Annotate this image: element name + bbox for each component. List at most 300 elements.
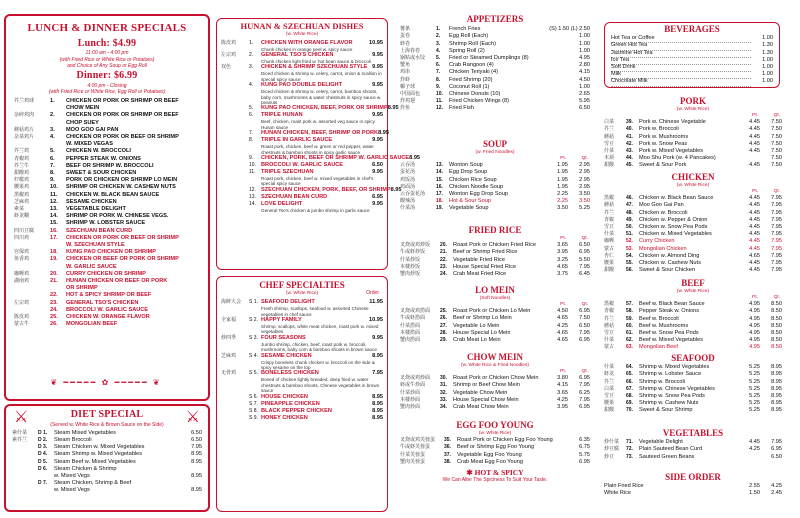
item-chinese: 蟹肉炒饭 [400, 270, 421, 277]
item-price: 8.95 [387, 105, 399, 112]
item-number: 3. [50, 126, 55, 133]
list-item [604, 267, 782, 274]
pork-section [604, 96, 782, 170]
item-chinese: 中国面包 [400, 90, 421, 97]
beef-section [604, 278, 782, 352]
item-row [221, 169, 383, 176]
item-name: Beef w. Broccoli [639, 315, 679, 322]
item-chinese: 甜酸 [604, 407, 615, 414]
item-number: 34. [440, 403, 447, 410]
item-name: Pepper Steak w. Onions [639, 308, 700, 315]
item-name: Shrimp w. Mixed Vegetables [639, 364, 710, 371]
item-price-large: 7.95 [579, 329, 590, 336]
item-name: Vegetable Soup [449, 205, 489, 212]
item-name: HAPPY FAMILY [261, 317, 302, 324]
item-price-large: 4.25 [771, 483, 782, 490]
item-number: 2. [249, 52, 254, 59]
item-chinese: 腰果 [604, 400, 615, 407]
item-row [221, 162, 383, 169]
item-name: Wonton Egg Drop Soup [449, 190, 508, 197]
item-name: FOUR SEASONS [261, 334, 306, 341]
item-chinese [14, 220, 50, 227]
item-chinese: 海鲜大会 [221, 299, 242, 306]
dinner-hours: 4:00 pm - Closing [87, 82, 127, 89]
item-price-small: 3.50 [557, 205, 568, 212]
item-chinese [221, 112, 249, 119]
item-price-small: 4.65 [557, 329, 568, 336]
list-item [14, 192, 202, 199]
item-name: Chinese Donuts (10) [449, 90, 501, 97]
eggfoo-title: EGG FOO YOUNG (w. White Rice) [456, 420, 534, 437]
item-row [221, 186, 402, 194]
item-chinese: 青椒鸡 [14, 155, 30, 162]
list-item [400, 452, 590, 459]
item-number: 8. [436, 76, 441, 83]
item-row [221, 194, 383, 201]
list-item [221, 201, 383, 213]
item-name: Chicken w. Broccoli [639, 209, 688, 216]
item-name: Chicken w. Pepper & Onion [639, 216, 708, 223]
item-number: 56. [626, 267, 633, 274]
list-item [12, 444, 202, 451]
lomein-section [400, 285, 590, 344]
item-number: 27. [440, 322, 447, 329]
item-chinese: 牛或虾捞面 [400, 315, 426, 322]
item-chinese: 什菜炒饭 [400, 256, 421, 263]
item-chinese: 芥兰 [604, 315, 615, 322]
list-item [221, 335, 383, 353]
list-item [400, 264, 590, 271]
pt-label: Pt. [560, 302, 566, 308]
item-price-small: 1.50 [749, 490, 760, 497]
item-name: Curry Chicken [639, 238, 675, 245]
item-name: Vegetable Chow Mein [453, 389, 508, 396]
item-name: Egg Drop Soup [449, 169, 488, 176]
list-item [400, 48, 590, 55]
item-description: Roast pork, chicken, beef w. mixed vegetables in chef's special spicy sauce [261, 176, 374, 187]
item-name: Shrimp w. Lobster Sauce [639, 371, 702, 378]
list-item [221, 194, 383, 201]
item-price-large: 6.95 [771, 446, 782, 453]
item-chinese [14, 264, 50, 271]
item-name: CHICKEN OR PORK OR BEEF OR SHRIMP [66, 134, 179, 141]
item-number: 19. [50, 256, 58, 263]
item-name: SZECHUAN BEAN CURD [261, 193, 328, 200]
item-chinese: 叉烧或鸡芙蓉蛋 [400, 437, 436, 444]
appetizers-title: APPETIZERS [466, 14, 524, 24]
pt-label: Pt. [752, 189, 758, 195]
item-price: 6.75 [579, 444, 590, 451]
item-price: 1.00 [579, 83, 590, 90]
item-price-small: 4.45 [749, 245, 760, 252]
item-name: Vegetable Egg Foo Young [457, 451, 522, 458]
item-price: 8.95 [372, 393, 383, 400]
list-item [400, 257, 590, 264]
item-price-small: 2.25 [557, 190, 568, 197]
item-description: General Tso's chicken & jumbo shrimp in garlic sauce [261, 207, 370, 213]
list-item [604, 202, 782, 209]
item-price: 1.00 [762, 35, 773, 42]
item-description: Boned of chicken lightly breaded, deep fried w. water chestnuts & bamboo shoots, Chinese vegetables in brown sauce [261, 377, 380, 394]
list-item [221, 299, 383, 317]
item-name: CHICKEN W. BLACK BEAN SAUCE [66, 191, 160, 198]
item-number: 14. [50, 213, 58, 220]
list-item [221, 370, 383, 393]
list-item [12, 473, 202, 480]
list-item [604, 454, 782, 461]
item-name: Steam Mixed Vegetables [54, 429, 116, 436]
item-row [221, 105, 399, 112]
item-name: CHICKEN & SHRIMP SZECHUAN STYLE [261, 64, 368, 71]
item-name: W. GARLIC SAUCE [66, 263, 117, 270]
item-name: KUNG PAO CHICKEN OR SHRIMP [66, 249, 157, 256]
item-price-small: 4.45 [749, 216, 760, 223]
diet-special-box [4, 404, 210, 512]
list-item [400, 337, 590, 344]
item-number: 4. [249, 82, 254, 89]
item-number: D 3. [38, 444, 48, 451]
list-item [604, 344, 782, 351]
item-price-large: 8.95 [771, 378, 782, 385]
list-item [14, 105, 202, 112]
item-price-small: 5.25 [749, 407, 760, 414]
item-chinese: 虾或牛炒面 [400, 382, 426, 389]
seafood-title: SEAFOOD [671, 353, 715, 363]
item-name: SZECHUAN CHICKEN, PORK, BEEF, OR SHRIMP [261, 186, 391, 193]
item-price-large: 7.95 [771, 259, 782, 266]
item-chinese: 芥兰鸡球 [14, 98, 35, 104]
item-number: 54. [626, 252, 633, 259]
item-number: 71. [626, 439, 633, 446]
list-item [14, 321, 202, 328]
item-price-large: 6.95 [579, 375, 590, 382]
item-name: MOO GOO GAI PAN [66, 126, 119, 133]
item-name: Green Hot Tea [611, 42, 751, 50]
item-price-small: 3.65 [557, 242, 568, 249]
chowmein-list [400, 369, 590, 411]
item-price: 9.95 [372, 200, 383, 207]
item-name: W. SZECHUAN STYLE [66, 242, 125, 249]
item-price-small: 5.25 [749, 400, 760, 407]
item-chinese [221, 155, 249, 162]
item-chinese: 无骨鸡 [221, 370, 237, 377]
item-chinese: 鱼香鸡 [14, 256, 30, 263]
hot-spicy-title: ✱ HOT & SPICY [466, 467, 524, 477]
item-number: 25. [50, 314, 58, 321]
list-item [611, 35, 773, 42]
item-name: VEGETABLE DELIGHT [66, 206, 126, 213]
item-price-large: 8.95 [771, 385, 782, 392]
list-item [14, 213, 202, 220]
item-number: 12. [249, 186, 256, 193]
list-item [400, 330, 590, 337]
item-chinese: 虾龙糊 [14, 213, 30, 220]
item-chinese: 青椒 [604, 216, 615, 223]
item-number: 45. [626, 162, 633, 169]
item-price-small: 4.45 [749, 209, 760, 216]
item-chinese: 虾卷 [400, 40, 411, 47]
item-price-small: 3.65 [557, 389, 568, 396]
list-item [400, 198, 590, 205]
item-name: Steam Beef w. Mixed Vegetables [54, 458, 136, 465]
item-price-large: 7.50 [771, 162, 782, 169]
item-price: 6.95 [372, 193, 383, 200]
item-name: Vegetable Fried Rice [453, 256, 505, 263]
item-name: TRIPLE HUNAN [261, 112, 303, 119]
item-price-large: 7.50 [771, 140, 782, 147]
item-price: 1.00 [579, 40, 590, 47]
item-chinese: 芥兰 [604, 126, 615, 133]
lunch-note-1: (with Fried Rice or White Rice or Potatoes) [59, 56, 155, 63]
item-chinese: 蘑菇 [604, 133, 615, 140]
item-price-large: 7.95 [771, 267, 782, 274]
item-number [50, 285, 66, 292]
item-chinese: 什菜汤 [400, 205, 416, 212]
item-number: 7. [436, 69, 441, 76]
item-number: 11. [50, 191, 58, 198]
item-price-large: 3.50 [579, 190, 590, 197]
beverages-list [611, 35, 773, 85]
item-price-large: 7.50 [771, 126, 782, 133]
list-item [400, 177, 590, 184]
item-chinese [221, 187, 249, 194]
appetizers-section [400, 14, 590, 113]
list-item [14, 120, 202, 127]
item-chinese [221, 401, 249, 408]
item-name: Sauteed Green Beans [639, 453, 695, 460]
item-number: 28. [440, 329, 447, 336]
item-number: 13. [249, 193, 256, 200]
item-name: PEPPER STEAK W. ONIONS [66, 155, 141, 162]
item-name: CHICKEN OR PORK OR SHRIMP OR BEEF [66, 112, 179, 119]
list-item [604, 490, 782, 497]
item-chinese: 双色 [221, 64, 232, 71]
item-number: 60. [626, 322, 633, 329]
item-number: D 5. [38, 458, 48, 465]
item-name: Crab Meat Egg Foo Young [457, 458, 523, 465]
item-price-small: 4.95 [749, 315, 760, 322]
item-price: 6.50 [191, 429, 202, 436]
item-name: HUNAN CHICKEN, BEEF, SHRIMP OR PORK [261, 130, 379, 137]
item-description: Diced chicken & shrimp w. celery, carrot, onion & scallion in special spicy sauce [261, 71, 382, 82]
list-item [604, 217, 782, 224]
item-chinese: 本楼炒面 [400, 396, 421, 403]
item-name: House Special Fried Rice [453, 263, 517, 270]
item-price-small: 4.50 [557, 308, 568, 315]
list-item [14, 307, 202, 314]
list-item [400, 69, 590, 76]
item-price-small: 4.65 [557, 336, 568, 343]
side-list [604, 483, 782, 497]
list-item [604, 134, 782, 141]
item-price: 4.15 [579, 69, 590, 76]
item-name: Shrimp w. Snow Pea Pods [639, 393, 705, 399]
item-price: 8.95 [191, 472, 202, 479]
item-number: S 9. [249, 414, 258, 421]
list-item [604, 446, 782, 453]
item-name: Chicken Teriyaki (4) [449, 69, 499, 76]
item-number: 19. [436, 205, 443, 212]
seafood-section [604, 353, 782, 415]
item-price-large: 7.95 [579, 396, 590, 403]
item-description: Fresh shrimp, scallops, seafood w. assorted Chinese vegetables in chef sauce [261, 306, 369, 317]
list-item [14, 148, 202, 155]
item-price-large: 7.95 [771, 238, 782, 245]
item-price-large: 2.45 [771, 490, 782, 497]
diet-item-list [12, 430, 202, 495]
item-price-small: 4.65 [557, 315, 568, 322]
item-name: Beef w. Mixed Vegetables [639, 337, 704, 344]
item-price: 8.95 [378, 130, 389, 137]
item-number: 29. [440, 336, 447, 343]
item-name: Milk [611, 71, 751, 79]
list-item [611, 57, 773, 64]
item-name: White Rice [604, 490, 632, 497]
item-number: S 7. [249, 400, 258, 407]
item-price-large: 7.50 [771, 155, 782, 162]
item-name: CHICKEN WITH ORANGE FLAVOR [261, 39, 353, 46]
item-number: 12. [436, 105, 443, 112]
item-chinese: 四川鸡 [14, 234, 30, 241]
item-price-large: 7.95 [579, 382, 590, 389]
item-name: Coconut Roll (1) [449, 83, 490, 90]
item-name: BONELESS CHICKEN [261, 370, 319, 377]
item-number: 13. [50, 206, 58, 213]
item-number: 39. [626, 119, 633, 126]
item-price: 2.80 [579, 62, 590, 69]
item-name: HOT & SPICY SHRIMP OR BEEF [66, 292, 152, 299]
item-name: Crab Meat Chow Mein [453, 403, 509, 410]
item-chinese: 蟹肉炒面 [400, 403, 421, 410]
list-item [14, 285, 202, 292]
item-name: Plain Sauteed Bean Curd [639, 446, 703, 453]
item-description: Diced chicken & shrimp w. celery, carrot, bamboo shoots, baby corn, mushrooms & water chestnuts in spicy sauce w. peanuts [261, 89, 382, 106]
list-item [400, 205, 590, 212]
item-price-large: 7.95 [771, 245, 782, 252]
list-item [400, 55, 590, 62]
item-chinese: 牛或虾炒饭 [400, 249, 426, 256]
item-number: 8. [50, 170, 55, 177]
item-chinese: 白菜 [604, 119, 615, 126]
item-chinese: 牛或虾芙蓉蛋 [400, 444, 431, 451]
item-price: 8.95 [390, 186, 402, 193]
item-name: CHICKEN W. BROCCOLI [66, 148, 131, 155]
item-number: 59. [626, 315, 633, 322]
item-chinese: 叉烧或鸡炒面 [400, 375, 431, 382]
item-name: w. Mixed Vegs [54, 472, 90, 479]
item-number: 47. [626, 202, 633, 209]
list-item [604, 260, 782, 267]
item-price-large: 5.25 [579, 205, 590, 212]
item-price-large: 6.50 [771, 453, 782, 460]
item-price-small: 4.25 [557, 396, 568, 403]
item-description: Shrimp, scallops, white meat chicken, roast pork w. mixed vegetables [261, 324, 379, 335]
item-number: 10. [50, 184, 58, 191]
item-number: 20. [440, 242, 447, 249]
diet-note: (Served w. White Rice & Brown Sauce on the Side) [50, 421, 164, 428]
item-row [221, 201, 383, 208]
list-item [400, 404, 590, 411]
item-name: BLACK PEPPER CHICKEN [261, 407, 332, 414]
list-item [604, 323, 782, 330]
item-number: 17. [436, 190, 443, 197]
chicken-section [604, 172, 782, 274]
item-name: House Special Chow Mein [453, 396, 519, 403]
item-price: 8.95 [372, 400, 383, 407]
item-chinese: 甜酸 [604, 162, 615, 169]
item-number: 31. [440, 382, 447, 389]
item-row [221, 64, 383, 71]
list-item [221, 394, 383, 401]
item-name: Pork w. Mushrooms [639, 133, 689, 140]
item-chinese: 什菜 [604, 147, 615, 154]
dinner-price: Dinner: $6.99 [76, 70, 138, 81]
list-item [604, 195, 782, 202]
chicken-list [604, 189, 782, 274]
hunan-title: HUNAN & SZECHUAN DISHES (w. White Rice) [240, 21, 364, 37]
item-price: 6.50 [191, 436, 202, 443]
item-chinese: 杂菜鸡片 [14, 134, 35, 141]
list-item [221, 408, 383, 415]
item-price-small: 4.45 [749, 140, 760, 147]
list-item [14, 134, 202, 141]
item-price: 1.00 [579, 33, 590, 40]
item-row [221, 112, 383, 119]
list-item [221, 130, 389, 137]
list-item [14, 112, 202, 119]
item-name: Vegetable Lo Mein [453, 322, 500, 329]
item-name: Shrimp w. Chinese Vegetables [639, 385, 715, 392]
item-name: SESAME CHICKEN [66, 198, 117, 205]
item-price-small: 4.95 [749, 337, 760, 344]
item-chinese [221, 82, 249, 89]
item-price-large: 8.50 [771, 344, 782, 351]
item-price-large: 2.95 [579, 162, 590, 169]
item-number: 9. [436, 83, 441, 90]
item-number: 69. [626, 400, 633, 407]
pork-title: PORK (w. White Rice) [676, 96, 710, 113]
list-item [12, 480, 202, 487]
item-chinese: 咖喱鸡 [14, 270, 30, 277]
item-price: 1.00 [762, 78, 773, 85]
item-price-large: 6.95 [579, 336, 590, 343]
list-item [400, 26, 590, 33]
list-item [604, 483, 782, 490]
lomein-title: LO MEIN (Soft Noodles) [475, 285, 515, 302]
item-name: Fried Chicken Wings (8) [449, 98, 509, 105]
list-item [604, 379, 782, 386]
eggfoo-list [400, 437, 590, 466]
item-name: Beef or Shrimp Egg Foo Young [457, 444, 535, 451]
pork-list [604, 113, 782, 169]
item-number: 55. [626, 259, 633, 266]
item-number: 3. [249, 64, 254, 71]
item-price-small: 4.45 [749, 133, 760, 140]
eggfoo-section [400, 420, 590, 484]
item-name: SHRIMP OR CHICKEN W. CASHEW NUTS [66, 184, 176, 191]
item-price: 8.95 [372, 407, 383, 414]
item-price: 2.65 [579, 90, 590, 97]
item-description: Chunk chicken light fried w. hot bean sauce & broccoli [261, 59, 371, 65]
item-chinese: 芥兰牛 [14, 162, 30, 169]
item-name: Pork w. Chinese Vegetable [639, 119, 706, 126]
item-row [221, 40, 383, 47]
item-name: Chicken Rice Soup [449, 176, 497, 183]
item-number: S 5. [249, 370, 258, 377]
item-name: Pork w. Snow Peas [639, 140, 688, 147]
list-item [604, 119, 782, 126]
item-price-small: 4.45 [749, 223, 760, 230]
